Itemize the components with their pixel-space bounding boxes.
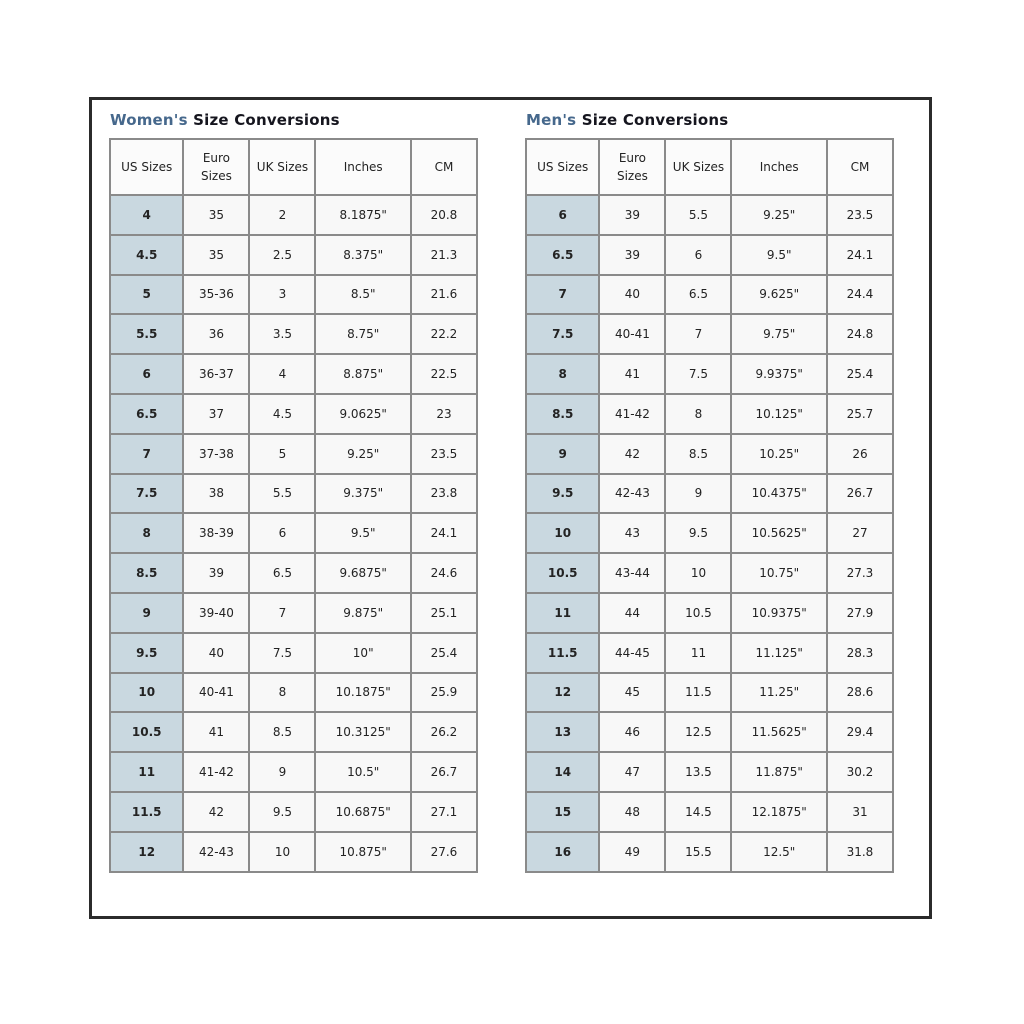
table-cell: 8.375" xyxy=(315,235,410,275)
table-cell: 26.7 xyxy=(411,752,477,792)
table-cell: 7.5 xyxy=(665,354,731,394)
table-cell: 9 xyxy=(249,752,315,792)
table-cell: 10 xyxy=(249,832,315,872)
header-row xyxy=(526,139,893,195)
table-cell: 10.6875" xyxy=(315,792,410,832)
table-cell: 42-43 xyxy=(599,474,665,514)
table-cell: 47 xyxy=(599,752,665,792)
womens-table-header xyxy=(110,139,477,195)
table-cell: 10" xyxy=(315,633,410,673)
us-size-cell: 8 xyxy=(110,513,183,553)
table-cell: 39 xyxy=(183,553,249,593)
us-size-cell: 7.5 xyxy=(526,314,599,354)
us-size-cell: 10 xyxy=(110,673,183,713)
table-cell: 9.5" xyxy=(731,235,826,275)
table-row xyxy=(110,792,477,832)
table-cell: 37-38 xyxy=(183,434,249,474)
us-size-cell: 10 xyxy=(526,513,599,553)
column-header: US Sizes xyxy=(110,139,183,195)
table-cell: 8.5 xyxy=(665,434,731,474)
table-cell: 9.75" xyxy=(731,314,826,354)
table-cell: 9.375" xyxy=(315,474,410,514)
table-cell: 24.1 xyxy=(411,513,477,553)
table-row xyxy=(526,792,893,832)
table-cell: 40 xyxy=(599,275,665,315)
table-cell: 2 xyxy=(249,195,315,235)
table-cell: 27.3 xyxy=(827,553,893,593)
table-cell: 9.25" xyxy=(731,195,826,235)
table-cell: 38-39 xyxy=(183,513,249,553)
us-size-cell: 15 xyxy=(526,792,599,832)
table-cell: 10.3125" xyxy=(315,712,410,752)
table-row xyxy=(110,513,477,553)
us-size-cell: 12 xyxy=(526,673,599,713)
table-row xyxy=(110,195,477,235)
table-cell: 21.6 xyxy=(411,275,477,315)
table-row xyxy=(110,354,477,394)
us-size-cell: 8 xyxy=(526,354,599,394)
table-row xyxy=(526,752,893,792)
womens-title-accent: Women's xyxy=(110,111,188,129)
us-size-cell: 11.5 xyxy=(110,792,183,832)
table-row xyxy=(526,434,893,474)
column-header: US Sizes xyxy=(526,139,599,195)
table-cell: 40 xyxy=(183,633,249,673)
us-size-cell: 6 xyxy=(110,354,183,394)
table-cell: 8.1875" xyxy=(315,195,410,235)
table-cell: 9 xyxy=(665,474,731,514)
table-row xyxy=(526,513,893,553)
table-cell: 22.5 xyxy=(411,354,477,394)
table-row xyxy=(526,553,893,593)
table-cell: 9.0625" xyxy=(315,394,410,434)
table-cell: 9.6875" xyxy=(315,553,410,593)
table-cell: 42 xyxy=(183,792,249,832)
table-cell: 31.8 xyxy=(827,832,893,872)
us-size-cell: 7.5 xyxy=(110,474,183,514)
table-row xyxy=(110,553,477,593)
table-row xyxy=(526,235,893,275)
us-size-cell: 9 xyxy=(110,593,183,633)
table-cell: 8 xyxy=(249,673,315,713)
mens-title-rest: Size Conversions xyxy=(581,111,729,129)
table-cell: 27.1 xyxy=(411,792,477,832)
table-cell: 26.2 xyxy=(411,712,477,752)
table-cell: 35-36 xyxy=(183,275,249,315)
table-cell: 12.1875" xyxy=(731,792,826,832)
table-cell: 11 xyxy=(665,633,731,673)
table-cell: 23.5 xyxy=(411,434,477,474)
table-cell: 10.25" xyxy=(731,434,826,474)
column-header: Euro Sizes xyxy=(183,139,249,195)
table-cell: 28.6 xyxy=(827,673,893,713)
column-header: Inches xyxy=(315,139,410,195)
table-cell: 11.5 xyxy=(665,673,731,713)
table-cell: 25.4 xyxy=(827,354,893,394)
table-row xyxy=(526,474,893,514)
table-cell: 7 xyxy=(665,314,731,354)
us-size-cell: 5.5 xyxy=(110,314,183,354)
table-row xyxy=(110,474,477,514)
table-row xyxy=(110,593,477,633)
table-cell: 24.4 xyxy=(827,275,893,315)
table-cell: 5 xyxy=(249,434,315,474)
table-cell: 26 xyxy=(827,434,893,474)
table-cell: 10.1875" xyxy=(315,673,410,713)
table-cell: 3 xyxy=(249,275,315,315)
table-cell: 39-40 xyxy=(183,593,249,633)
table-cell: 10.5 xyxy=(665,593,731,633)
table-cell: 24.1 xyxy=(827,235,893,275)
us-size-cell: 10.5 xyxy=(110,712,183,752)
table-cell: 11.875" xyxy=(731,752,826,792)
column-header: UK Sizes xyxy=(249,139,315,195)
table-cell: 43-44 xyxy=(599,553,665,593)
us-size-cell: 13 xyxy=(526,712,599,752)
table-cell: 10.9375" xyxy=(731,593,826,633)
us-size-cell: 9.5 xyxy=(526,474,599,514)
column-header: CM xyxy=(827,139,893,195)
table-cell: 11.5625" xyxy=(731,712,826,752)
table-row xyxy=(526,314,893,354)
table-cell: 8.5 xyxy=(249,712,315,752)
table-cell: 6.5 xyxy=(249,553,315,593)
table-cell: 6 xyxy=(665,235,731,275)
table-cell: 14.5 xyxy=(665,792,731,832)
table-row xyxy=(110,712,477,752)
womens-title-rest: Size Conversions xyxy=(193,111,340,129)
table-cell: 41-42 xyxy=(599,394,665,434)
table-cell: 44-45 xyxy=(599,633,665,673)
table-cell: 35 xyxy=(183,235,249,275)
table-cell: 23.8 xyxy=(411,474,477,514)
table-cell: 8 xyxy=(665,394,731,434)
table-cell: 42 xyxy=(599,434,665,474)
table-cell: 8.75" xyxy=(315,314,410,354)
us-size-cell: 7 xyxy=(526,275,599,315)
table-cell: 36-37 xyxy=(183,354,249,394)
table-row xyxy=(110,235,477,275)
table-cell: 4.5 xyxy=(249,394,315,434)
table-cell: 10.5" xyxy=(315,752,410,792)
table-cell: 38 xyxy=(183,474,249,514)
table-cell: 23.5 xyxy=(827,195,893,235)
table-cell: 6 xyxy=(249,513,315,553)
table-cell: 21.3 xyxy=(411,235,477,275)
table-cell: 49 xyxy=(599,832,665,872)
table-cell: 25.4 xyxy=(411,633,477,673)
table-cell: 48 xyxy=(599,792,665,832)
us-size-cell: 7 xyxy=(110,434,183,474)
table-row xyxy=(110,394,477,434)
table-cell: 25.9 xyxy=(411,673,477,713)
table-cell: 12.5" xyxy=(731,832,826,872)
mens-conversion-table xyxy=(525,138,894,873)
us-size-cell: 6.5 xyxy=(526,235,599,275)
table-row xyxy=(526,712,893,752)
table-cell: 3.5 xyxy=(249,314,315,354)
us-size-cell: 11 xyxy=(526,593,599,633)
us-size-cell: 11.5 xyxy=(526,633,599,673)
table-cell: 36 xyxy=(183,314,249,354)
table-cell: 25.7 xyxy=(827,394,893,434)
us-size-cell: 6 xyxy=(526,195,599,235)
us-size-cell: 9.5 xyxy=(110,633,183,673)
mens-title-accent: Men's xyxy=(526,111,577,129)
table-cell: 29.4 xyxy=(827,712,893,752)
table-cell: 27 xyxy=(827,513,893,553)
table-cell: 12.5 xyxy=(665,712,731,752)
us-size-cell: 6.5 xyxy=(110,394,183,434)
table-cell: 10.75" xyxy=(731,553,826,593)
table-row xyxy=(110,434,477,474)
table-row xyxy=(110,673,477,713)
womens-conversion-table xyxy=(109,138,478,873)
womens-title xyxy=(110,111,478,129)
mens-title xyxy=(526,111,894,129)
us-size-cell: 4 xyxy=(110,195,183,235)
table-cell: 41 xyxy=(183,712,249,752)
table-cell: 35 xyxy=(183,195,249,235)
table-cell: 7.5 xyxy=(249,633,315,673)
table-cell: 28.3 xyxy=(827,633,893,673)
mens-section xyxy=(525,109,894,916)
table-cell: 9.5" xyxy=(315,513,410,553)
table-row xyxy=(526,593,893,633)
table-row xyxy=(526,673,893,713)
table-cell: 13.5 xyxy=(665,752,731,792)
mens-table-body xyxy=(526,195,893,872)
table-cell: 15.5 xyxy=(665,832,731,872)
column-header: Euro Sizes xyxy=(599,139,665,195)
table-cell: 11.125" xyxy=(731,633,826,673)
us-size-cell: 12 xyxy=(110,832,183,872)
table-row xyxy=(110,752,477,792)
table-cell: 10 xyxy=(665,553,731,593)
table-row xyxy=(110,314,477,354)
table-cell: 8.875" xyxy=(315,354,410,394)
table-cell: 39 xyxy=(599,235,665,275)
table-cell: 4 xyxy=(249,354,315,394)
table-cell: 30.2 xyxy=(827,752,893,792)
mens-table-header xyxy=(526,139,893,195)
womens-section xyxy=(109,109,478,916)
table-cell: 5.5 xyxy=(249,474,315,514)
us-size-cell: 8.5 xyxy=(110,553,183,593)
table-cell: 43 xyxy=(599,513,665,553)
table-cell: 26.7 xyxy=(827,474,893,514)
header-row xyxy=(110,139,477,195)
table-cell: 44 xyxy=(599,593,665,633)
table-cell: 20.8 xyxy=(411,195,477,235)
table-row xyxy=(526,633,893,673)
table-cell: 9.5 xyxy=(249,792,315,832)
table-row xyxy=(526,394,893,434)
us-size-cell: 16 xyxy=(526,832,599,872)
womens-table-body xyxy=(110,195,477,872)
table-cell: 10.4375" xyxy=(731,474,826,514)
table-cell: 24.8 xyxy=(827,314,893,354)
us-size-cell: 9 xyxy=(526,434,599,474)
table-cell: 6.5 xyxy=(665,275,731,315)
us-size-cell: 10.5 xyxy=(526,553,599,593)
table-cell: 9.25" xyxy=(315,434,410,474)
table-cell: 27.6 xyxy=(411,832,477,872)
column-header: CM xyxy=(411,139,477,195)
table-cell: 42-43 xyxy=(183,832,249,872)
column-header: Inches xyxy=(731,139,826,195)
table-row xyxy=(110,275,477,315)
table-cell: 8.5" xyxy=(315,275,410,315)
table-cell: 31 xyxy=(827,792,893,832)
us-size-cell: 5 xyxy=(110,275,183,315)
table-cell: 10.875" xyxy=(315,832,410,872)
size-conversion-panel xyxy=(89,97,932,919)
table-cell: 2.5 xyxy=(249,235,315,275)
table-cell: 25.1 xyxy=(411,593,477,633)
table-cell: 10.5625" xyxy=(731,513,826,553)
table-cell: 40-41 xyxy=(183,673,249,713)
table-row xyxy=(526,354,893,394)
table-cell: 41-42 xyxy=(183,752,249,792)
us-size-cell: 4.5 xyxy=(110,235,183,275)
table-cell: 23 xyxy=(411,394,477,434)
table-cell: 7 xyxy=(249,593,315,633)
table-cell: 46 xyxy=(599,712,665,752)
table-cell: 9.875" xyxy=(315,593,410,633)
table-row xyxy=(526,275,893,315)
table-cell: 40-41 xyxy=(599,314,665,354)
table-row xyxy=(526,195,893,235)
table-cell: 10.125" xyxy=(731,394,826,434)
table-cell: 9.5 xyxy=(665,513,731,553)
table-row xyxy=(110,633,477,673)
table-cell: 24.6 xyxy=(411,553,477,593)
us-size-cell: 8.5 xyxy=(526,394,599,434)
table-cell: 9.9375" xyxy=(731,354,826,394)
table-cell: 37 xyxy=(183,394,249,434)
table-cell: 9.625" xyxy=(731,275,826,315)
table-cell: 27.9 xyxy=(827,593,893,633)
table-cell: 22.2 xyxy=(411,314,477,354)
table-row xyxy=(526,832,893,872)
table-cell: 11.25" xyxy=(731,673,826,713)
table-cell: 41 xyxy=(599,354,665,394)
table-cell: 5.5 xyxy=(665,195,731,235)
table-row xyxy=(110,832,477,872)
us-size-cell: 11 xyxy=(110,752,183,792)
us-size-cell: 14 xyxy=(526,752,599,792)
table-cell: 39 xyxy=(599,195,665,235)
column-header: UK Sizes xyxy=(665,139,731,195)
table-cell: 45 xyxy=(599,673,665,713)
